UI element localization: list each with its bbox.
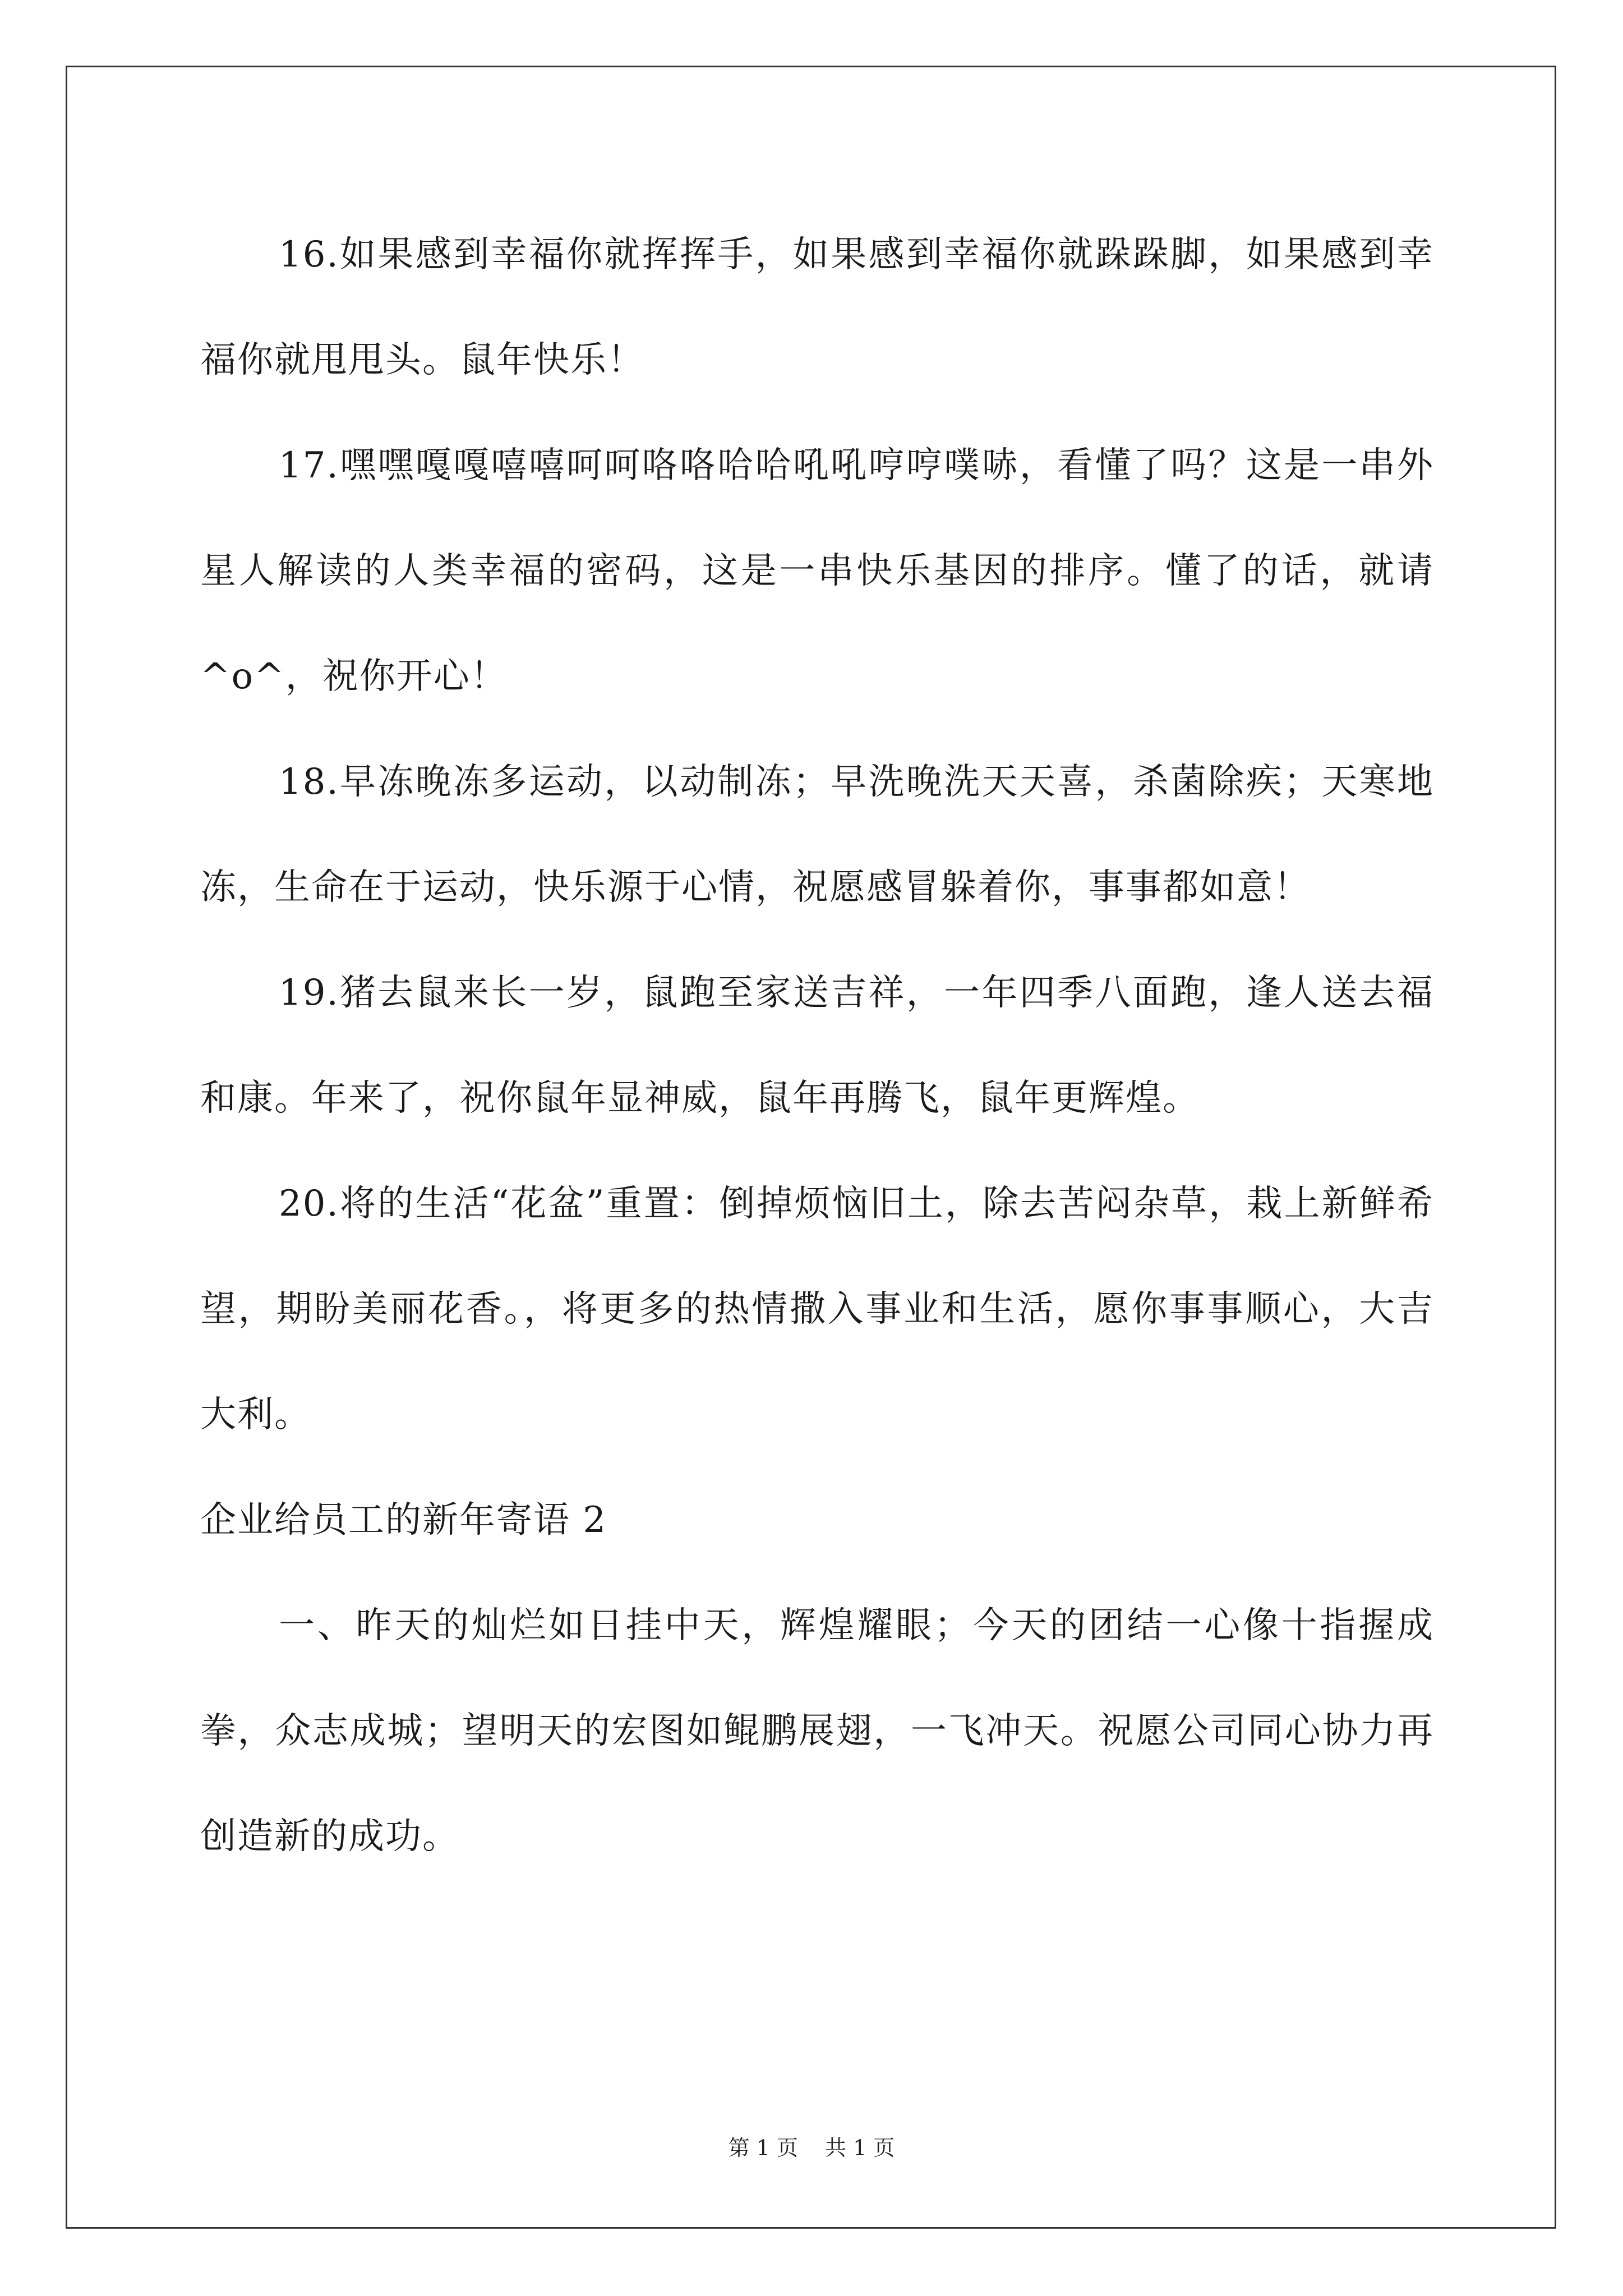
paragraph-17: 17.嘿嘿嘎嘎嘻嘻呵呵咯咯哈哈吼吼哼哼噗哧，看懂了吗？这是一串外星人解读的人类幸福的密码，这是一串快乐基因的排序。懂了的话，就请^o^，祝你开心！ (200, 445, 1434, 697)
page-footer (0, 2131, 1623, 2161)
section-heading: 企业给员工的新年寄语 2 (200, 1499, 607, 1541)
section-paragraph-1: 一、昨天的灿烂如日挂中天，辉煌耀眼；今天的团结一心像十指握成拳，众志成城；望明天的宏图如鲲鹏展翅，一飞冲天。祝愿公司同心协力再创造新的成功。 (200, 1605, 1434, 1857)
paragraph-18: 18.早冻晚冻多运动，以动制冻；早洗晚洗天天喜，杀菌除疾；天寒地冻，生命在于运动，快乐源于心情，祝愿感冒躲着你，事事都如意！ (200, 761, 1434, 908)
paragraph-20: 20.将的生活“花盆”重置：倒掉烦恼旧土，除去苦闷杂草，栽上新鲜希望，期盼美丽花香。，将更多的热情撒入事业和生活，愿你事事顺心，大吉大利。 (200, 1183, 1434, 1435)
page-number: 第 1 页 (728, 2136, 798, 2160)
document-body (200, 202, 1434, 1889)
paragraph-16: 16.如果感到幸福你就挥挥手，如果感到幸福你就跺跺脚，如果感到幸福你就甩甩头。鼠年快乐！ (200, 234, 1434, 381)
page-total: 共 1 页 (825, 2136, 895, 2160)
paragraph-19: 19.猪去鼠来长一岁，鼠跑至家送吉祥，一年四季八面跑，逢人送去福和康。年来了，祝你鼠年显神威，鼠年再腾飞，鼠年更辉煌。 (200, 972, 1434, 1119)
